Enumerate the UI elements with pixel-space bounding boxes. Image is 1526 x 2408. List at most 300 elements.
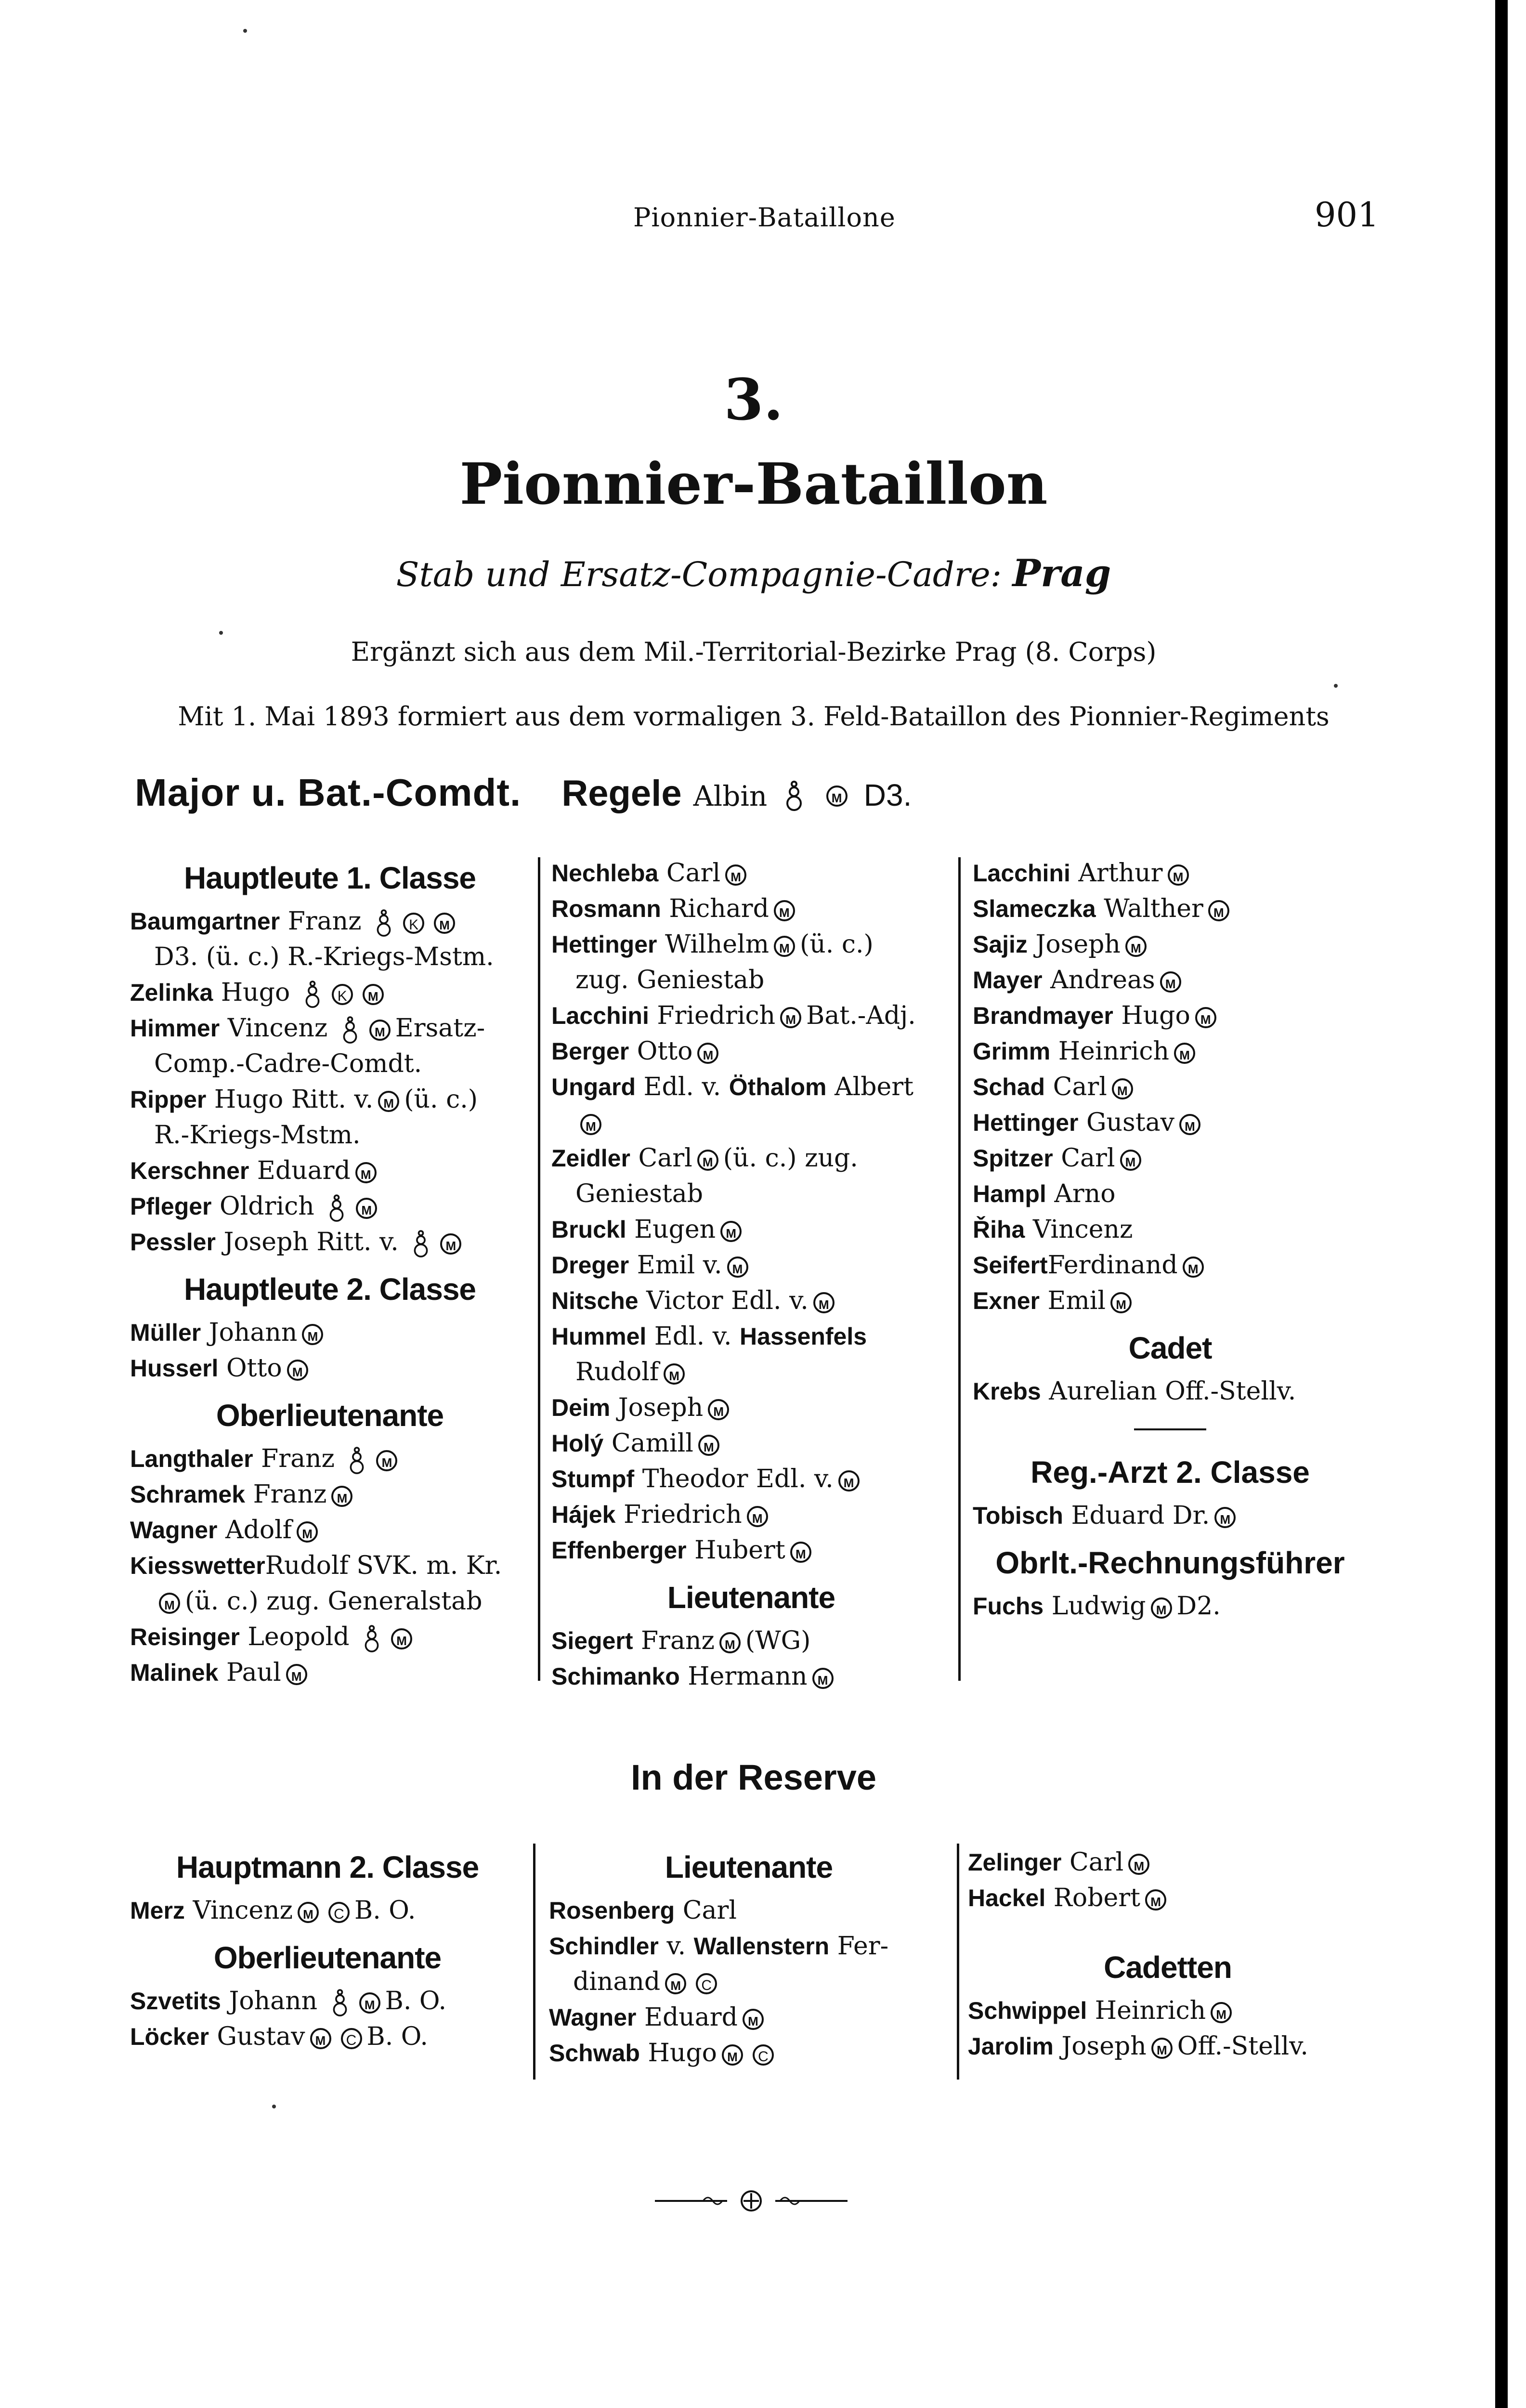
- section-divider: [1134, 1428, 1206, 1430]
- list-item: [973, 1069, 1368, 1105]
- m-badge-icon: M: [697, 1043, 718, 1064]
- given-name: Heinrich: [1095, 1996, 1206, 2025]
- list-item: [551, 1659, 951, 1694]
- surname: Mayer: [973, 967, 1043, 994]
- surname: Nechleba: [551, 860, 659, 887]
- surname: Grimm: [973, 1038, 1051, 1065]
- scan-speck: [272, 2105, 276, 2108]
- k-badge-icon: K: [403, 913, 424, 934]
- given-name: Edl. v.: [654, 1322, 732, 1351]
- m-badge-icon: M: [363, 984, 384, 1005]
- m-badge-icon: M: [359, 1992, 380, 2014]
- surname: Szvetits: [130, 1988, 221, 2015]
- given-name: Joseph: [618, 1393, 704, 1422]
- note: Ersatz-: [395, 1014, 485, 1043]
- m-badge-icon: M: [813, 1292, 835, 1313]
- list-item: [973, 1283, 1368, 1319]
- given-name: Emil: [1047, 1286, 1106, 1315]
- list-item: [549, 1928, 949, 1964]
- list-item: [549, 1893, 949, 1928]
- commander-line: [135, 771, 912, 815]
- m-badge-icon: M: [356, 1198, 377, 1219]
- surname: Slameczka: [973, 895, 1096, 922]
- surname: Hájek: [551, 1501, 616, 1528]
- info-line-recruitment: Ergänzt sich aus dem Mil.-Territorial-Bezirke Prag (8. Corps): [351, 637, 1157, 667]
- surname: Spitzer: [973, 1145, 1053, 1172]
- list-item: [551, 855, 951, 891]
- surname: Berger: [551, 1038, 629, 1065]
- page-title: Pionnier-Bataillon: [459, 450, 1048, 517]
- m-badge-icon: M: [1208, 900, 1229, 921]
- order-decoration-icon: [412, 1230, 430, 1258]
- list-item: [973, 1247, 1368, 1283]
- surname: Lacchini: [973, 860, 1070, 887]
- m-badge-icon: M: [725, 864, 746, 886]
- given-name: Adolf: [225, 1516, 292, 1544]
- m-badge-icon: M: [302, 1324, 323, 1345]
- surname: Lacchini: [551, 1002, 649, 1029]
- given-name: Joseph: [1035, 930, 1121, 959]
- list-item: [551, 891, 951, 927]
- m-badge-icon: M: [774, 936, 795, 957]
- heading-oberlieutenante: Oberlieutenante: [213, 1940, 442, 1975]
- surname: Holý: [551, 1430, 604, 1457]
- m-badge-icon: M: [697, 1150, 718, 1171]
- list-item: [973, 1374, 1368, 1409]
- m-badge-icon: M: [1211, 2002, 1232, 2023]
- note: (WG): [745, 1626, 811, 1655]
- list-item-continuation: zug. Geniestab: [575, 966, 765, 995]
- list-item: [130, 1655, 530, 1690]
- surname: Jarolim: [968, 2033, 1054, 2060]
- surname: Bruckl: [551, 1216, 626, 1243]
- given-name: Vincenz: [1032, 1215, 1133, 1244]
- given-name: Hugo: [1121, 1001, 1190, 1030]
- m-badge-icon: M: [287, 1360, 308, 1381]
- m-badge-icon: M: [1214, 1507, 1236, 1528]
- given-name: Hugo: [648, 2039, 717, 2068]
- given-name: Paul: [226, 1658, 281, 1687]
- order-decoration-icon: [341, 1016, 359, 1045]
- column-divider: [957, 1844, 959, 2080]
- c-badge-icon: C: [696, 1973, 717, 1994]
- list-item: [130, 2019, 525, 2055]
- given-name: Camill: [611, 1429, 693, 1458]
- list-item: [551, 1497, 951, 1532]
- commander-suffix: D3.: [863, 778, 912, 812]
- heading-reg-arzt: Reg.-Arzt 2. Classe: [1030, 1455, 1310, 1490]
- surname: Reisinger: [130, 1623, 240, 1650]
- surname: Zelinka: [130, 979, 213, 1006]
- surname: Hummel: [551, 1323, 647, 1350]
- heading-lieutenante: Lieutenante: [665, 1850, 833, 1885]
- list-item: [130, 1441, 530, 1477]
- list-item: [130, 1082, 530, 1117]
- given-name: Franz: [287, 907, 362, 936]
- given-name: Johann: [229, 1987, 318, 2015]
- given-name: Ferdinand: [1047, 1251, 1178, 1280]
- surname: Wagner: [130, 1517, 218, 1544]
- column-divider: [538, 857, 540, 1681]
- surname: Řiha: [973, 1216, 1025, 1243]
- list-item: [973, 1212, 1368, 1247]
- list-item: [130, 1893, 525, 1928]
- page-number: 901: [1315, 195, 1379, 235]
- given-name: Franz: [641, 1626, 715, 1655]
- given-name: Vincenz: [193, 1896, 293, 1925]
- commander-surname: Regele: [561, 773, 682, 814]
- given-name: Vincenz: [227, 1014, 328, 1043]
- given-name: Carl: [638, 1144, 692, 1173]
- heading-hauptleute-1: Hauptleute 1. Classe: [184, 861, 476, 895]
- list-item: [130, 1983, 525, 2019]
- surname: Merz: [130, 1897, 185, 1924]
- surname: Kerschner: [130, 1157, 249, 1184]
- m-badge-icon: M: [580, 1114, 601, 1135]
- given-name: Arno: [1054, 1179, 1116, 1208]
- list-item: [130, 1619, 530, 1655]
- given-name: Victor Edl. v.: [646, 1286, 809, 1315]
- order-decoration-icon: [363, 1624, 380, 1653]
- surname: Effenberger: [551, 1537, 687, 1564]
- m-badge-icon: M: [720, 1221, 742, 1242]
- m-badge-icon: M: [1179, 1114, 1200, 1135]
- m-badge-icon: M: [780, 1007, 801, 1028]
- surname: Schwab: [549, 2040, 640, 2067]
- surname: Malinek: [130, 1659, 219, 1686]
- note: Bat.-Adj.: [806, 1001, 916, 1030]
- surname: Dreger: [551, 1252, 629, 1279]
- given-name: Franz: [253, 1480, 327, 1509]
- given-name: Hermann: [688, 1662, 808, 1691]
- column-1: [130, 855, 530, 1690]
- commander-given: Albin: [693, 780, 768, 812]
- given-name: Edl. v.: [643, 1073, 721, 1101]
- list-item: [549, 2000, 949, 2035]
- m-badge-icon: M: [722, 2044, 743, 2066]
- given-name: Eugen: [634, 1215, 716, 1244]
- given-name: Friedrich: [657, 1001, 776, 1030]
- m-badge-icon: M: [391, 1628, 412, 1649]
- m-badge-icon: M: [378, 1091, 399, 1112]
- m-badge-icon: M: [298, 1902, 319, 1923]
- given-name: Franz: [261, 1444, 335, 1473]
- surname: Husserl: [130, 1355, 219, 1382]
- surname: Hettinger: [973, 1109, 1079, 1136]
- list-item: [968, 2028, 1368, 2064]
- given-name: Richard: [669, 894, 769, 923]
- list-item: [551, 1319, 951, 1354]
- surname: Stumpf: [551, 1466, 635, 1492]
- surname: Seifert: [973, 1252, 1048, 1279]
- scan-speck: [219, 631, 223, 635]
- given-name: Otto: [637, 1037, 693, 1066]
- m-badge-icon: M: [698, 1435, 719, 1456]
- m-badge-icon: M: [664, 1363, 685, 1385]
- note: B. O.: [366, 2022, 428, 2051]
- list-item: [973, 962, 1368, 998]
- c-badge-icon: C: [328, 1902, 350, 1923]
- list-item: [130, 1224, 530, 1260]
- list-item: [973, 891, 1368, 927]
- scan-speck: [243, 29, 247, 33]
- given-name: Gustav: [1086, 1108, 1174, 1137]
- surname: Schindler: [549, 1933, 659, 1960]
- given-name: Friedrich: [623, 1500, 742, 1529]
- given-name: Albert: [835, 1073, 914, 1101]
- list-item: [551, 998, 951, 1034]
- surname: Zelinger: [968, 1849, 1062, 1876]
- m-badge-icon: M: [812, 1668, 834, 1689]
- given-name: v.: [666, 1932, 686, 1961]
- list-item: [973, 1034, 1368, 1069]
- part-number: 3.: [724, 366, 783, 433]
- end-ornament-icon: [655, 2186, 848, 2215]
- list-item: [551, 1283, 951, 1319]
- given-name: Heinrich: [1058, 1037, 1170, 1066]
- m-badge-icon: M: [286, 1664, 307, 1685]
- surname: Schimanko: [551, 1663, 680, 1690]
- m-badge-icon: M: [1168, 864, 1189, 886]
- note: B. O.: [354, 1896, 416, 1925]
- m-badge-icon: M: [708, 1399, 729, 1420]
- list-item: [551, 1426, 951, 1461]
- list-item: [130, 975, 530, 1010]
- order-decoration-icon: [375, 909, 392, 938]
- list-item: [968, 1845, 1368, 1880]
- surname: Müller: [130, 1319, 201, 1346]
- surname-part: Öthalom: [729, 1073, 827, 1100]
- list-item-continuation: D3. (ü. c.) R.-Kriegs-Mstm.: [154, 942, 494, 971]
- list-item: [973, 998, 1368, 1034]
- given-name: Theodor Edl. v.: [642, 1465, 834, 1493]
- given-name: Gustav: [217, 2022, 305, 2051]
- given-name: Andreas: [1050, 966, 1155, 995]
- list-item-continuation: [130, 1584, 530, 1619]
- list-item: [549, 2035, 949, 2071]
- list-item: [130, 903, 530, 939]
- list-item: [551, 1247, 951, 1283]
- m-badge-icon: M: [1151, 2038, 1173, 2059]
- given-name: Carl: [1061, 1144, 1115, 1173]
- given-name: Fer-: [837, 1932, 889, 1961]
- order-decoration-icon: [348, 1446, 365, 1475]
- page-edge-border: [1495, 0, 1508, 2408]
- subtitle-text: Stab und Ersatz-Compagnie-Cadre:: [396, 555, 1002, 594]
- given-name: Ludwig: [1051, 1592, 1146, 1621]
- surname: Schramek: [130, 1481, 246, 1508]
- surname: Hampl: [973, 1180, 1046, 1207]
- surname: Krebs: [973, 1378, 1041, 1405]
- list-item: [130, 1010, 530, 1046]
- scan-speck: [1334, 684, 1338, 688]
- given-name: Eduard: [257, 1156, 351, 1185]
- surname: Ungard: [551, 1073, 636, 1100]
- reserve-title: In der Reserve: [630, 1757, 877, 1797]
- given-name: Carl: [682, 1896, 737, 1925]
- note: (ü. c.): [800, 930, 874, 959]
- surname: Brandmayer: [973, 1002, 1113, 1029]
- given-name: Rudolf: [575, 1358, 659, 1387]
- note: (ü. c.) zug. Generalstab: [185, 1587, 483, 1616]
- merit-badge-icon: M: [826, 785, 848, 807]
- c-badge-icon: C: [753, 2044, 774, 2066]
- surname: Himmer: [130, 1015, 220, 1042]
- m-badge-icon: M: [743, 2009, 764, 2030]
- heading-hauptleute-2: Hauptleute 2. Classe: [184, 1272, 476, 1307]
- given-name: Leopold: [248, 1623, 350, 1651]
- surname: Rosmann: [551, 895, 661, 922]
- given-name: Carl: [1053, 1073, 1107, 1101]
- list-item-continuation: [551, 1354, 951, 1390]
- given-name: Joseph Ritt. v.: [223, 1228, 399, 1256]
- m-badge-icon: M: [747, 1506, 768, 1527]
- m-badge-icon: M: [1151, 1597, 1172, 1619]
- list-item: [551, 1461, 951, 1497]
- surname: Tobisch: [973, 1502, 1063, 1529]
- running-head: Pionnier-Bataillone: [633, 202, 896, 233]
- surname: Langthaler: [130, 1445, 253, 1472]
- surname: Schad: [973, 1073, 1045, 1100]
- given-name: Robert: [1053, 1884, 1141, 1912]
- order-decoration-icon: [328, 1194, 345, 1223]
- heading-cadetten: Cadetten: [1104, 1950, 1232, 1985]
- heading-hauptmann-2: Hauptmann 2. Classe: [176, 1850, 479, 1885]
- list-item-continuation: Geniestab: [575, 1179, 704, 1208]
- surname: Pfleger: [130, 1193, 212, 1220]
- list-item: [973, 1498, 1368, 1533]
- column-3: [973, 855, 1368, 1624]
- given-name: Eduard: [644, 2003, 738, 2032]
- info-line-formation: Mit 1. Mai 1893 formiert aus dem vormaligen 3. Feld-Bataillon des Pionnier-Regiments: [178, 701, 1330, 732]
- given-name: Carl: [1070, 1848, 1124, 1877]
- list-item: [130, 1512, 530, 1548]
- heading-rechnungsfuehrer: Obrlt.-Rechnungsführer: [995, 1545, 1345, 1580]
- list-item: [551, 1069, 951, 1105]
- given-name: Hugo Ritt. v.: [214, 1085, 374, 1114]
- list-item: [130, 1153, 530, 1189]
- given-name: Rudolf SVK. m. Kr.: [265, 1551, 502, 1580]
- note: D2.: [1176, 1592, 1221, 1621]
- note: B. O.: [385, 1987, 447, 2015]
- surname: Pessler: [130, 1229, 216, 1256]
- list-item: [973, 927, 1368, 962]
- surname: Nitsche: [551, 1287, 639, 1314]
- list-item: [968, 1993, 1368, 2028]
- m-badge-icon: M: [1183, 1256, 1204, 1278]
- list-item: [551, 1532, 951, 1568]
- given-name: Aurelian Off.-Stellv.: [1049, 1377, 1296, 1406]
- column-divider: [958, 857, 961, 1681]
- given-name: Carl: [666, 859, 721, 888]
- list-item: [973, 1105, 1368, 1140]
- m-badge-icon: M: [727, 1256, 748, 1278]
- c-badge-icon: C: [341, 2028, 362, 2049]
- surname: Fuchs: [973, 1593, 1044, 1620]
- subtitle-place: Prag: [1012, 551, 1111, 595]
- list-item-continuation: R.-Kriegs-Mstm.: [154, 1121, 361, 1150]
- heading-lieutenante: Lieutenante: [667, 1580, 835, 1615]
- surname: Hackel: [968, 1885, 1046, 1911]
- given-name: Emil v.: [637, 1251, 722, 1280]
- list-item: [551, 1140, 951, 1176]
- note: (ü. c.) zug.: [723, 1144, 858, 1173]
- m-badge-icon: M: [1120, 1150, 1141, 1171]
- column-divider: [533, 1844, 535, 2080]
- surname-part: Hassenfels: [740, 1323, 867, 1350]
- surname: Schwippel: [968, 1997, 1087, 2024]
- m-badge-icon: M: [159, 1593, 180, 1614]
- surname: Zeidler: [551, 1145, 630, 1172]
- surname: Sajiz: [973, 931, 1028, 958]
- list-item: [973, 1140, 1368, 1176]
- note: (ü. c.): [404, 1085, 478, 1114]
- surname: Siegert: [551, 1627, 633, 1654]
- surname: Wagner: [549, 2004, 637, 2031]
- given-name: Joseph: [1061, 2032, 1147, 2061]
- surname: Rosenberg: [549, 1897, 675, 1924]
- list-item: [130, 1548, 530, 1584]
- list-item: [551, 927, 951, 962]
- surname: Ripper: [130, 1086, 207, 1113]
- m-badge-icon: M: [1174, 1043, 1195, 1064]
- m-badge-icon: M: [1125, 936, 1147, 957]
- column-2: [551, 855, 951, 1694]
- given-name: Hubert: [694, 1536, 785, 1565]
- m-badge-icon: M: [297, 1521, 318, 1543]
- list-item: [973, 1588, 1368, 1624]
- given-name: Eduard Dr.: [1071, 1501, 1210, 1530]
- given-name: Otto: [226, 1354, 282, 1383]
- m-badge-icon: M: [1112, 1078, 1133, 1099]
- heading-oberlieutenante: Oberlieutenante: [216, 1398, 444, 1433]
- list-item: [130, 1350, 530, 1386]
- m-badge-icon: M: [1145, 1889, 1166, 1911]
- given-name: Walther: [1104, 894, 1203, 923]
- m-badge-icon: M: [376, 1450, 397, 1471]
- list-item: [130, 1315, 530, 1350]
- order-decoration-icon: [784, 780, 804, 812]
- m-badge-icon: M: [1128, 1854, 1149, 1875]
- reserve-column-1: [130, 1845, 525, 2055]
- list-item-continuation: [549, 1964, 949, 2000]
- list-item: [551, 1623, 951, 1659]
- list-item: [551, 1212, 951, 1247]
- given-name: Oldrich: [220, 1192, 314, 1221]
- m-badge-icon: M: [1195, 1007, 1216, 1028]
- m-badge-icon: M: [434, 913, 455, 934]
- surname: Exner: [973, 1287, 1040, 1314]
- list-item: [130, 1477, 530, 1512]
- list-item: [551, 1390, 951, 1426]
- given-name: Johann: [209, 1318, 298, 1347]
- given-name: Hugo: [221, 978, 290, 1007]
- heading-cadet: Cadet: [1128, 1331, 1212, 1365]
- m-badge-icon: M: [369, 1020, 391, 1041]
- reserve-column-2: [549, 1845, 949, 2071]
- m-badge-icon: M: [719, 1632, 741, 1653]
- k-badge-icon: K: [332, 984, 353, 1005]
- m-badge-icon: M: [1160, 971, 1181, 993]
- given-name: Arthur: [1078, 859, 1163, 888]
- surname-part: Wallenstern: [693, 1933, 830, 1960]
- note: Off.-Stellv.: [1177, 2032, 1308, 2061]
- m-badge-icon: M: [1110, 1292, 1132, 1313]
- list-item: [968, 1880, 1368, 1916]
- list-item: [973, 1176, 1368, 1212]
- list-item: [973, 855, 1368, 891]
- list-item: [130, 1189, 530, 1224]
